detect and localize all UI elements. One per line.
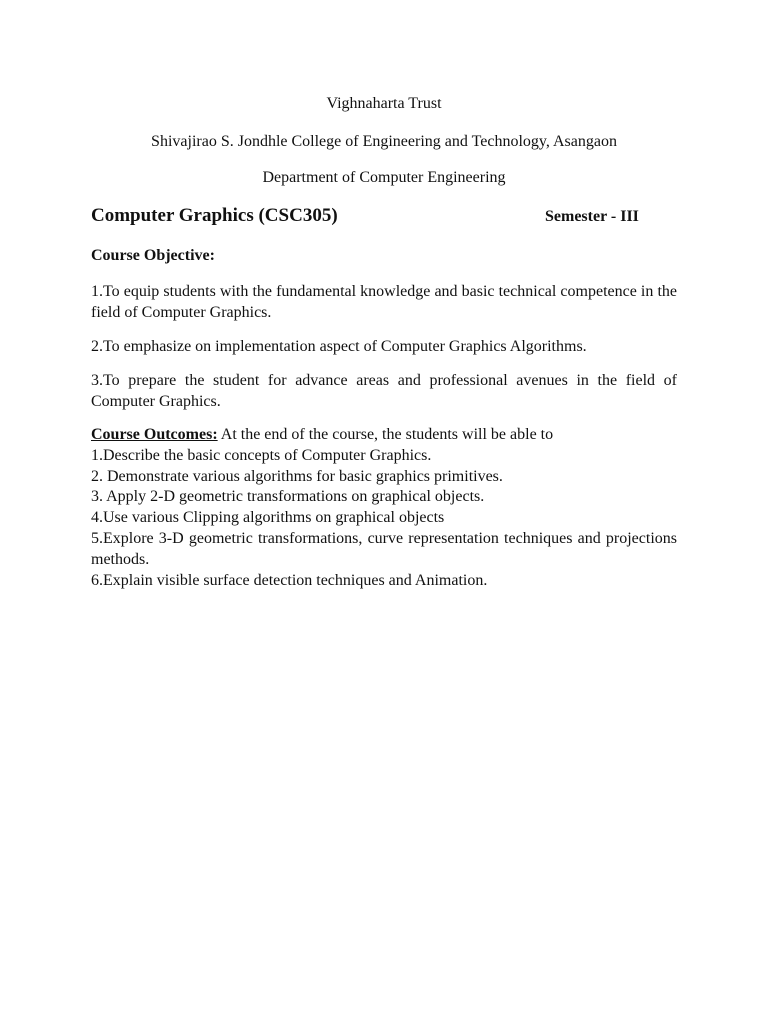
objective-item-3: 3.To prepare the student for advance areas and professional avenues in the field of Computer Graphics. [91,372,677,410]
outcome-item-2: 2. Demonstrate various algorithms for basic graphics primitives. [91,467,503,485]
college-name: Shivajirao S. Jondhle College of Engineering and Technology, Asangaon [151,133,617,150]
outcome-item-4: 4.Use various Clipping algorithms on graphical objects [91,509,445,527]
outcome-item-5: 5.Explore 3-D geometric transformations, curve representation techniques and projections methods. [91,529,677,568]
outcome-item-1: 1.Describe the basic concepts of Computer Graphics. [91,446,432,464]
course-outcomes-heading: Course Outcomes: [91,426,218,443]
course-outcomes-intro: At the end of the course, the students will be able to [217,426,554,443]
objective-item-1: 1.To equip students with the fundamental knowledge and basic technical competence in the field of Computer Graphics. [91,283,677,321]
course-title-row [91,204,651,230]
outcome-item-6: 6.Explain visible surface detection techniques and Animation. [91,571,488,589]
objective-item-2: 2.To emphasize on implementation aspect of Computer Graphics Algorithms. [91,338,587,355]
course-objective-heading: Course Objective: [91,247,215,264]
course-title: Computer Graphics (CSC305) [91,205,338,226]
trust-name: Vighnaharta Trust [326,95,442,112]
department-name: Department of Computer Engineering [262,169,506,186]
course-outcomes-section [91,425,677,591]
semester-label: Semester - III [545,208,639,225]
course-outcomes-intro-line [91,425,677,446]
outcome-item-3: 3. Apply 2-D geometric transformations on graphical objects. [91,488,485,506]
